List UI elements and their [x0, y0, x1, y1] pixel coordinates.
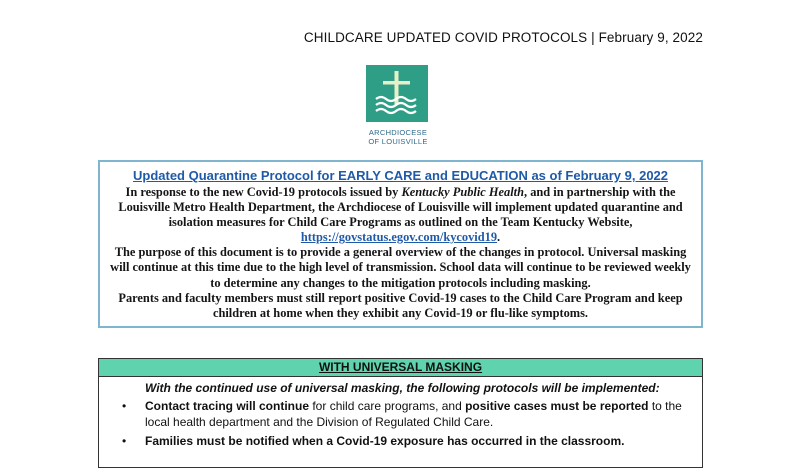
logo-line-2: OF LOUISVILLE — [368, 137, 428, 146]
bullet-icon: • — [122, 399, 127, 413]
intro-paragraph-1 — [110, 185, 691, 245]
intro-p1-end: . — [497, 230, 501, 245]
intro-p1-before: In response to the new Covid-19 protocols issued by — [125, 185, 402, 199]
bullet-text: for child care programs, and — [309, 399, 466, 413]
team-kentucky-link[interactable]: https://govstatus.egov.com/kycovid19 — [300, 230, 498, 245]
positive-cases-bold: positive cases must be reported — [465, 399, 649, 413]
list-item — [122, 434, 702, 450]
universal-masking-section — [98, 358, 703, 468]
contact-tracing-bold: Contact tracing will continue — [145, 399, 310, 413]
families-notified-bold: Families must be notified when a Covid-19 exposure has occurred in the classroom. — [145, 434, 625, 448]
logo-caption — [352, 128, 444, 146]
intro-heading: Updated Quarantine Protocol for EARLY CARE and EDUCATION as of February 9, 2022 — [132, 168, 669, 183]
archdiocese-logo — [366, 65, 428, 122]
page-header-title: CHILDCARE UPDATED COVID PROTOCOLS | February 9, 2022 — [303, 30, 703, 45]
section-header: WITH UNIVERSAL MASKING — [99, 359, 702, 377]
kentucky-public-health: Kentucky Public Health — [401, 185, 524, 199]
intro-paragraph-3: Parents and faculty members must still report positive Covid-19 cases to the Child Care Program and keep children at home when they exhibit any Covid-19 or flu-like symptoms. — [118, 290, 683, 320]
section-intro: With the continued use of universal masking, the following protocols will be implemented: — [145, 381, 660, 395]
cross-waves-icon — [366, 65, 428, 122]
bullet-text: to the local health department and the Division of Regulated Child Care. — [145, 399, 682, 429]
logo-line-1: ARCHDIOCESE — [368, 128, 428, 137]
intro-body — [110, 185, 691, 321]
list-item — [122, 399, 702, 430]
bullet-icon: • — [122, 434, 127, 448]
intro-box — [98, 160, 703, 328]
protocol-list — [99, 399, 702, 450]
intro-p1-after: , and in partnership with the Louisville Metro Health Department, the Archdiocese of Louisville will implement updated quarantine and isolation measures for Child Care Programs as outlined on the Team Kentucky Website, — [118, 185, 683, 230]
intro-paragraph-2: The purpose of this document is to provide a general overview of the changes in protocol. Universal masking will continue at this time due to the high level of transmission. School data will continue to be reviewed weekly to determine any changes to the mitigation protocols including masking. — [110, 245, 691, 290]
